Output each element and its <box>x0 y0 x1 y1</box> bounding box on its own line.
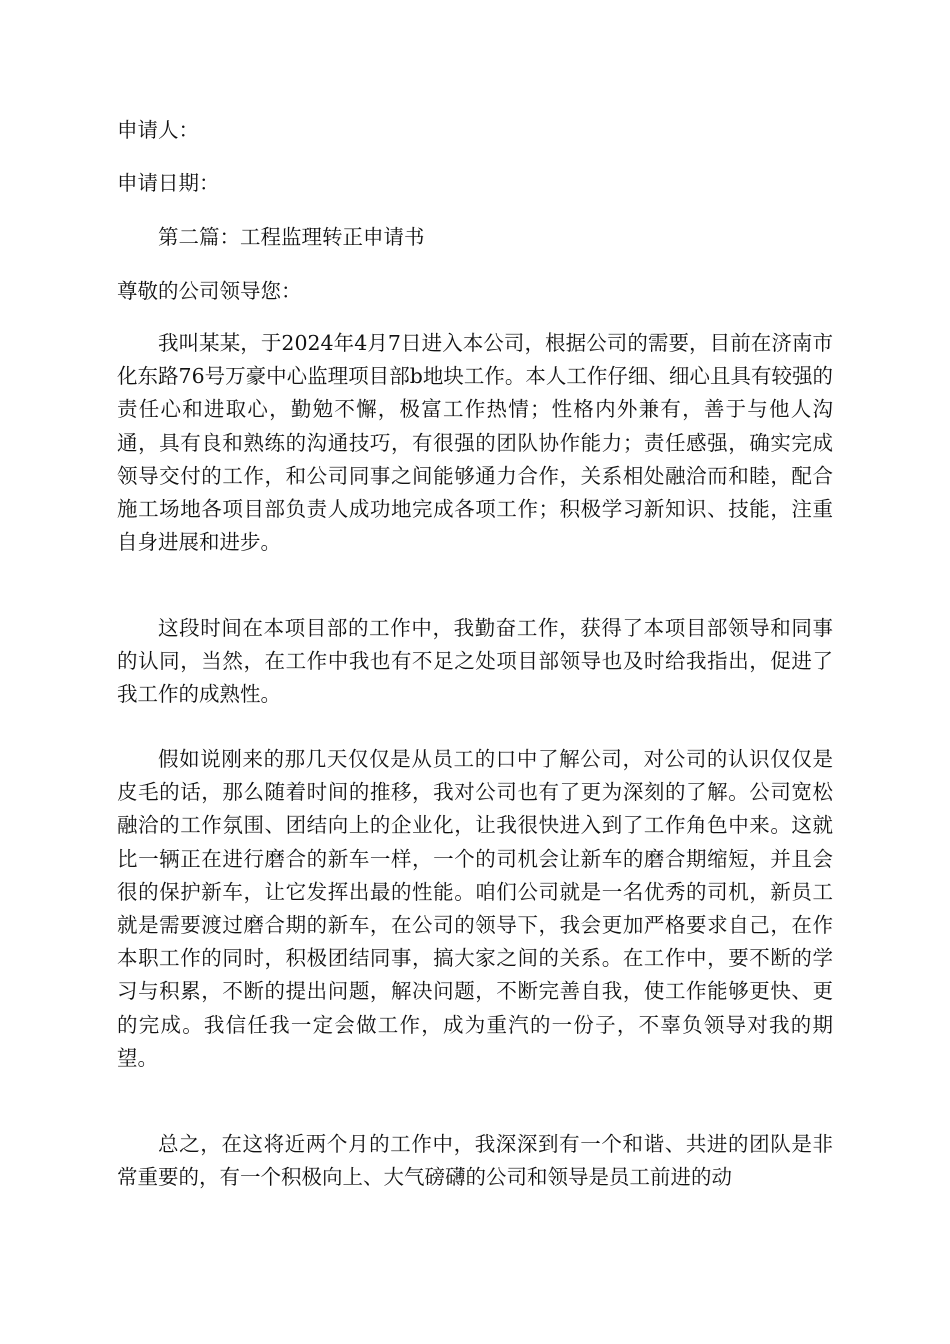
paragraph-introduction: 我叫某某，于2024年4月7日进入本公司，根据公司的需要，目前在济南市化东路76号万豪中心监理项目部b地块工作。本人工作仔细、细心且具有较强的责任心和进取心，勤勉不懈，极富工作热情；性格内外兼有，善于与他人沟通，具有良和熟练的沟通技巧，有很强的团队协作能力；责任感强，确实完成领导交付的工作，和公司同事之间能够通力合作，关系相处融洽而和睦，配合施工场地各项目部负责人成功地完成各项工作；积极学习新知识、技能，注重自身进展和进步。 <box>117 331 833 555</box>
salutation: 尊敬的公司领导您： <box>117 279 302 303</box>
paragraph-recognition: 这段时间在本项目部的工作中，我勤奋工作，获得了本项目部领导和同事的认同，当然，在工作中我也有不足之处项目部领导也及时给我指出，促进了我工作的成熟性。 <box>117 616 833 707</box>
applicant-label: 申请人： <box>117 118 199 142</box>
date-label: 申请日期： <box>117 171 220 195</box>
paragraph-conclusion: 总之，在这将近两个月的工作中，我深深到有一个和谐、共进的团队是非常重要的，有一个积极向上、大气磅礴的公司和领导是员工前进的动 <box>117 1132 833 1190</box>
section-title: 第二篇：工程监理转正申请书 <box>158 225 425 249</box>
paragraph-understanding: 假如说刚来的那几天仅仅是从员工的口中了解公司，对公司的认识仅仅是皮毛的话，那么随着时间的推移，我对公司也有了更为深刻的了解。公司宽松融洽的工作氛围、团结向上的企业化，让我很快进入到了工作角色中来。这就比一辆正在进行磨合的新车一样，一个的司机会让新车的磨合期缩短，并且会很的保护新车，让它发挥出最的性能。咱们公司就是一名优秀的司机，新员工就是需要渡过磨合期的新车，在公司的领导下，我会更加严格要求自己，在作本职工作的同时，积极团结同事，搞大家之间的关系。在工作中，要不断的学习与积累，不断的提出问题，解决问题，不断完善自我，使工作能够更快、更的完成。我信任我一定会做工作，成为重汽的一份子，不辜负领导对我的期望。 <box>117 747 833 1070</box>
